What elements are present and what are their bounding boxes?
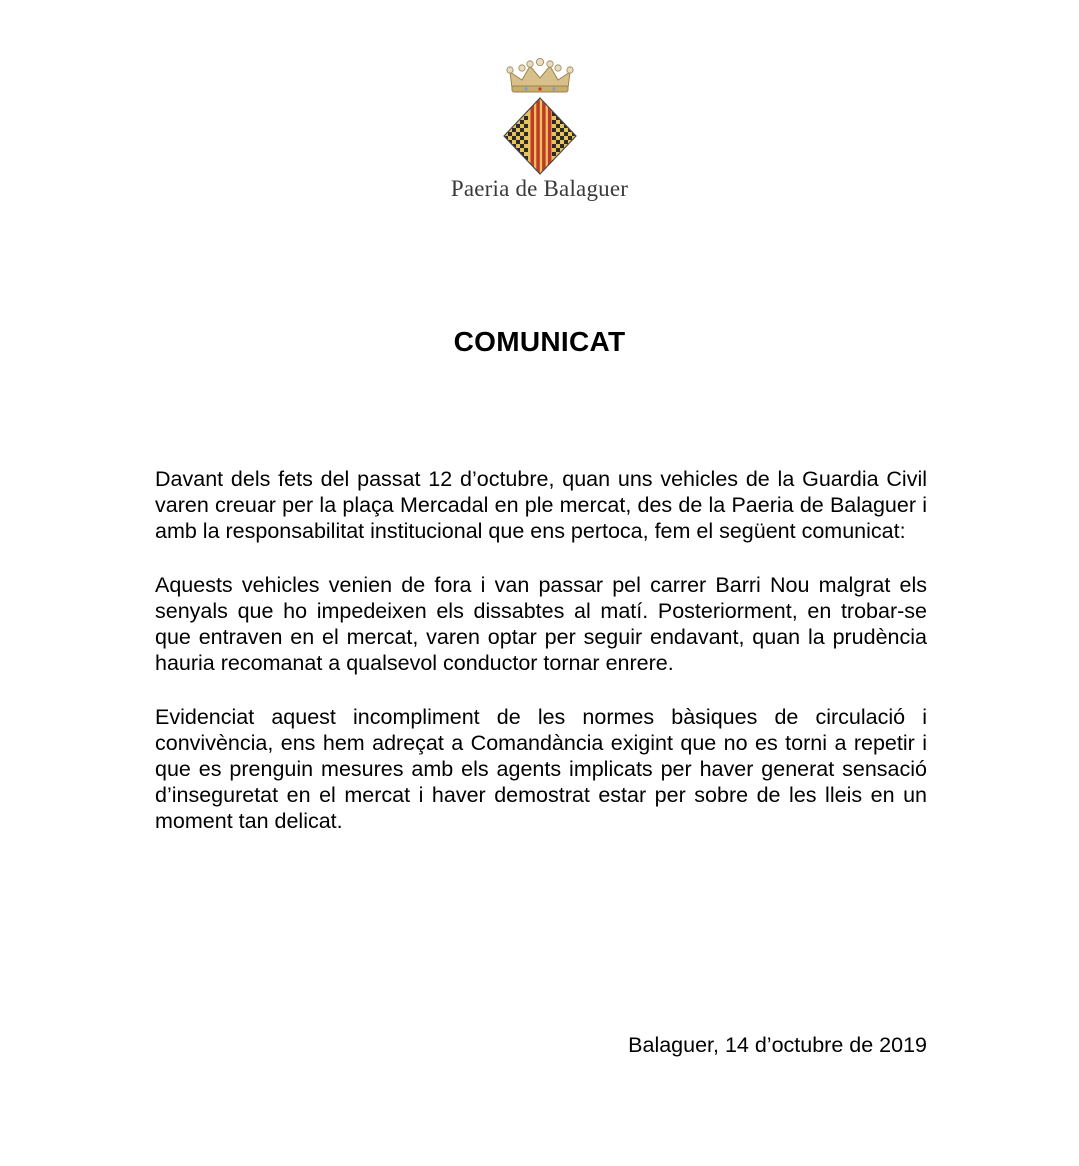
- paragraph-1: Davant dels fets del passat 12 d’octubre, quan uns vehicles de la Guardia Civil varen creuar per la plaça Mercadal en ple mercat, des de la Paeria de Balaguer i amb la responsabilitat institucional que ens pertoca, fem el següent comunicat:: [155, 467, 927, 543]
- paragraph-3: Evidenciat aquest incompliment de les normes bàsiques de circulació i convivència, ens hem adreçat a Comandància exigint que no es torni a repetir i que es prenguin mesures amb els agents implicats per haver generat sensació d’inseguretat en el mercat i haver demostrat estar per sobre de les lleis en un moment tan delicat.: [155, 705, 927, 833]
- crown-icon: [507, 58, 573, 92]
- shield-icon: [500, 96, 580, 176]
- paragraph-2: Aquests vehicles venien de fora i van passar pel carrer Barri Nou malgrat els senyals que ho impedeixen els dissabtes al matí. Posteriorment, en trobar-se que entraven en el mercat, varen optar per seguir endavant, quan la prudència hauria recomanat a qualsevol conductor tornar enrere.: [155, 573, 927, 675]
- document-body: [155, 466, 927, 862]
- closing-place-date: Balaguer, 14 d’octubre de 2019: [628, 1033, 927, 1057]
- organization-name: Paeria de Balaguer: [450, 176, 629, 201]
- document-title: COMUNICAT: [453, 326, 626, 357]
- coat-of-arms-icon: [500, 56, 580, 176]
